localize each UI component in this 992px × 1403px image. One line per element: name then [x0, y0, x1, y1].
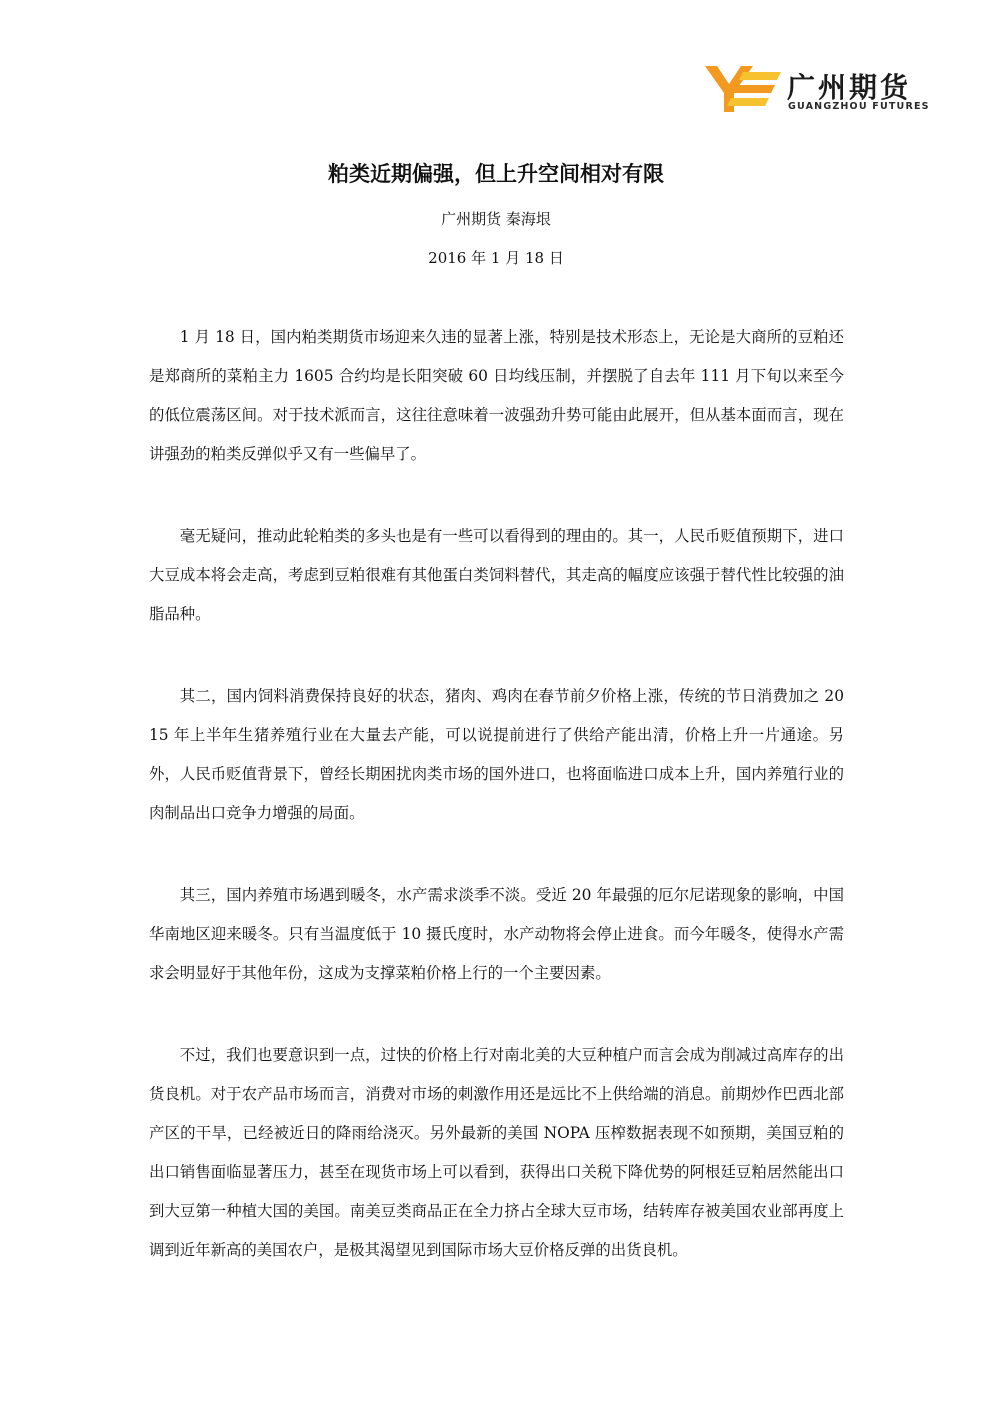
article-paragraph: 1 月 18 日，国内粕类期货市场迎来久违的显著上涨，特别是技术形态上，无论是大商所的豆粕还是郑商所的菜粕主力 1605 合约均是长阳突破 60 日均线压制，并摆脱了自去年 111 月下旬以来至今的低位震荡区间。对于技术派而言，这往往意味着一波强劲升势可能由此展开，但从基本面而言，现在讲强劲的粕类反弹似乎又有一些偏早了。: [149, 328, 844, 463]
article-date: 2016 年 1 月 18 日: [428, 249, 564, 267]
company-logo-chinese-name: 广州期货: [787, 71, 912, 104]
article-author: 广州期货 秦海垠: [441, 210, 551, 228]
company-logo-mark-icon: [703, 64, 783, 114]
company-logo: [703, 64, 930, 116]
article-paragraph: 其二，国内饲料消费保持良好的状态，猪肉、鸡肉在春节前夕价格上涨，传统的节日消费加之 2015 年上半年生猪养殖行业在大量去产能，可以说提前进行了供给产能出清，价格上升一片通途。另外，人民币贬值背景下，曾经长期困扰肉类市场的国外进口，也将面临进口成本上升，国内养殖行业的肉制品出口竞争力增强的局面。: [149, 687, 844, 822]
article-paragraph: 其三，国内养殖市场遇到暖冬，水产需求淡季不淡。受近 20 年最强的厄尔尼诺现象的影响，中国华南地区迎来暖冬。只有当温度低于 10 摄氏度时，水产动物将会停止进食。而今年暖冬，使得水产需求会明显好于其他年份，这成为支撑菜粕价格上行的一个主要因素。: [149, 886, 844, 982]
article-body: [149, 318, 844, 1313]
article-paragraph: 不过，我们也要意识到一点，过快的价格上行对南北美的大豆种植户而言会成为削减过高库存的出货良机。对于农产品市场而言，消费对市场的刺激作用还是远比不上供给端的消息。前期炒作巴西北部产区的干旱，已经被近日的降雨给浇灭。另外最新的美国 NOPA 压榨数据表现不如预期，美国豆粕的出口销售面临显著压力，甚至在现货市场上可以看到，获得出口关税下降优势的阿根廷豆粕居然能出口到大豆第一种植大国的美国。南美豆类商品正在全力挤占全球大豆市场，结转库存被美国农业部再度上调到近年新高的美国农户，是极其渴望见到国际市场大豆价格反弹的出货良机。: [149, 1046, 844, 1259]
article-paragraph: 毫无疑问，推动此轮粕类的多头也是有一些可以看得到的理由的。其一，人民币贬值预期下，进口大豆成本将会走高，考虑到豆粕很难有其他蛋白类饲料替代，其走高的幅度应该强于替代性比较强的油脂品种。: [149, 527, 844, 623]
article-title: 粕类近期偏强，但上升空间相对有限: [328, 162, 664, 186]
company-logo-english-name: GUANGZHOU FUTURES: [788, 101, 930, 112]
